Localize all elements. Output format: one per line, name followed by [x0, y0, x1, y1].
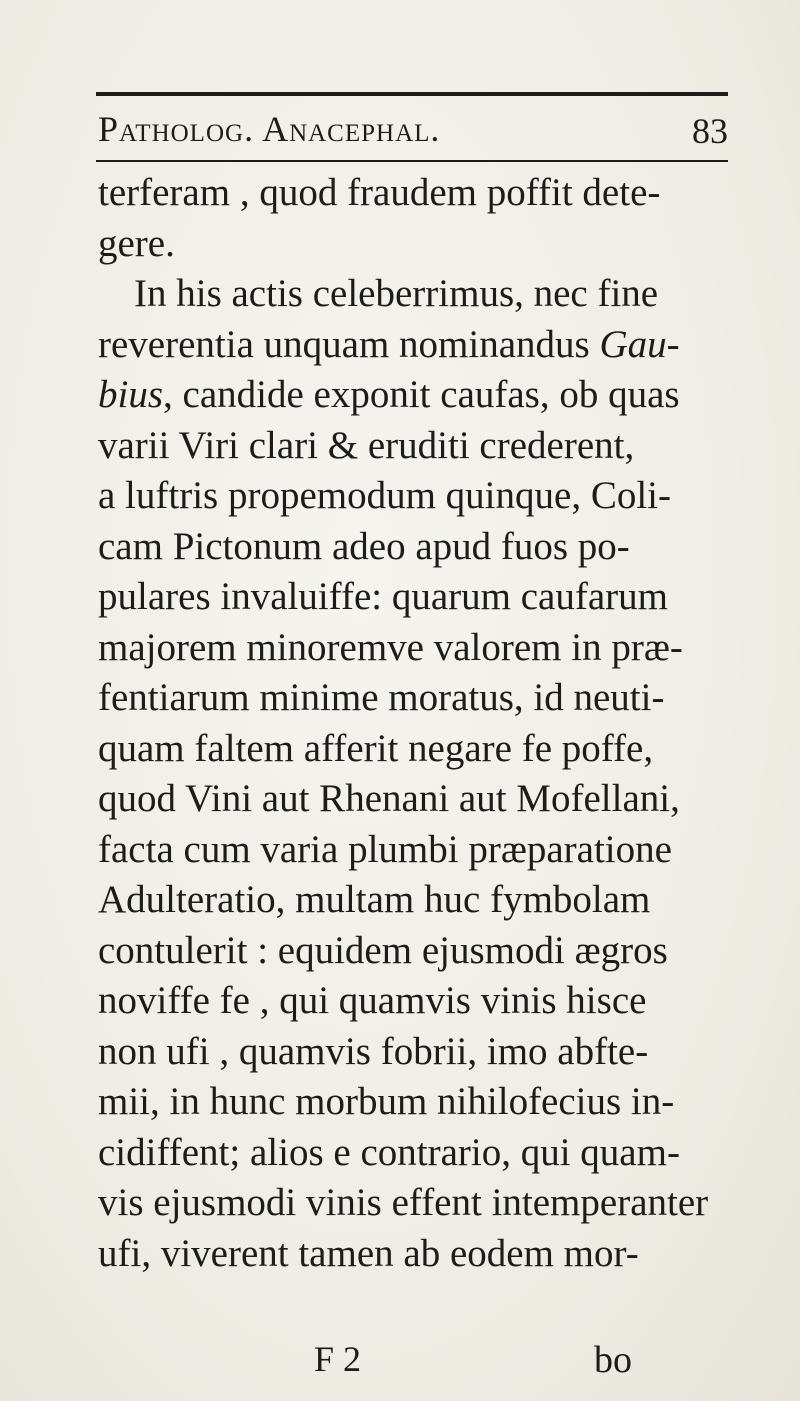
page-header — [98, 108, 728, 160]
author-name-italic: bius — [98, 373, 164, 416]
text-line: facta cum varia plumbi præparatione — [98, 827, 672, 871]
text-line: In his actis celeberrimus, nec fine — [134, 272, 659, 315]
text-line: quod Vini aut Rhenani aut Mofellani, — [98, 777, 680, 820]
text-line — [98, 370, 738, 421]
text-line: non ufi , quamvis fobrii, imo abfte- — [98, 1029, 649, 1073]
body-text — [98, 168, 738, 1279]
running-head: Patholog. Anacephal. — [98, 109, 441, 149]
signature-mark: F 2 — [314, 1339, 362, 1379]
text-line: fentiarum minime moratus, id neuti- — [98, 676, 665, 719]
text-line: quam faltem afferit negare fe poffe, — [98, 726, 654, 770]
text-line: vis ejusmodi vinis effent intemperanter — [98, 1181, 709, 1224]
text-line: mii, in hunc morbum nihilofecius in- — [98, 1080, 675, 1123]
text-line: terferam , quod fraudem poffit dete- — [98, 171, 661, 214]
text-line-segment: , candide exponit caufas, ob quas — [163, 373, 680, 416]
text-line: cam Pictonum adeo apud fuos po- — [98, 524, 630, 568]
text-line: Adulteratio, multam huc fymbolam — [98, 878, 651, 921]
text-line: cidiffent; alios e contrario, qui quam- — [98, 1130, 680, 1174]
text-line — [98, 320, 738, 371]
text-line: varii Viri clari & eruditi crederent, — [98, 423, 635, 467]
page-footer — [98, 1338, 738, 1388]
text-line: contulerit : equidem ejusmodi ægros — [98, 928, 668, 972]
header-rule-bottom — [96, 160, 728, 162]
text-line: ufi, viverent tamen ab eodem mor- — [98, 1231, 639, 1275]
text-line-segment: reverentia unquam nominandus — [98, 322, 600, 366]
text-line: gere. — [98, 221, 175, 265]
header-rule-top — [96, 92, 728, 96]
page-number: 83 — [692, 111, 728, 151]
text-line: a luftris propemodum quinque, Coli- — [98, 474, 672, 517]
catchword: bo — [594, 1339, 632, 1381]
text-line: majorem minoremve valorem in præ- — [98, 625, 683, 669]
author-name-italic: Gau- — [599, 322, 680, 366]
text-line: pulares invaluiffe: quarum caufarum — [98, 575, 668, 618]
text-line: noviffe fe , qui quamvis vinis hisce — [98, 979, 647, 1022]
